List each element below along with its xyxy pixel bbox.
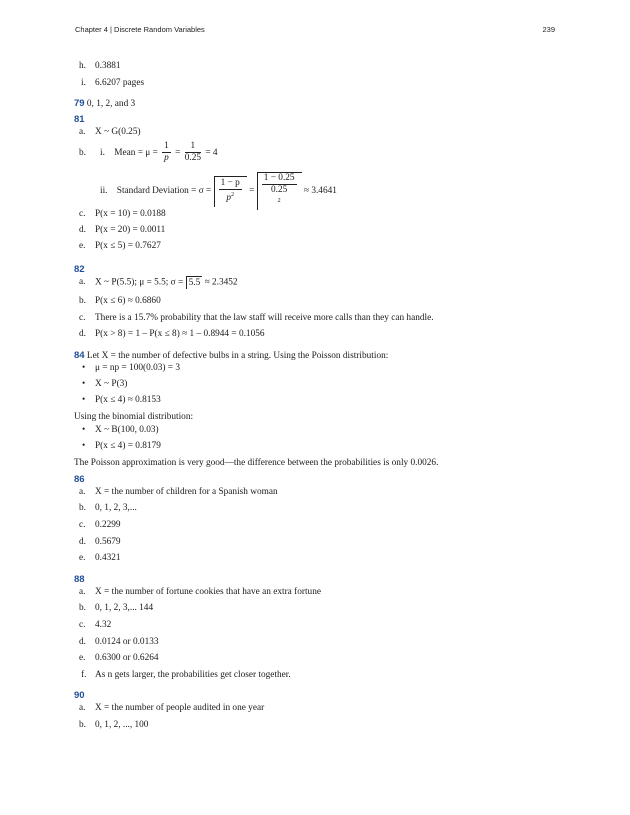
item-label: c. (79, 520, 86, 530)
answer-text: 0, 1, 2, 3,... (95, 503, 137, 513)
bullet-text: P(x ≤ 4) ≈ 0.8153 (95, 395, 161, 405)
item-label: b. (79, 148, 86, 158)
answer-text: P(x ≤ 6) ≈ 0.6860 (95, 296, 161, 306)
item-label: d. (79, 329, 86, 339)
answer-text: Let X = the number of defective bulbs in a string. Using the Poisson distribution: (86, 351, 389, 361)
item-label: b. (79, 503, 86, 513)
item-label: f. (81, 670, 87, 680)
answer-79 (74, 98, 135, 110)
item-label: a. (79, 487, 86, 497)
item-label: a. (79, 587, 86, 597)
item-label: a. (79, 277, 86, 287)
formula-prefix: Mean = μ = (114, 148, 158, 158)
bullet: • (82, 395, 86, 405)
answer-text: P(x = 20) = 0.0011 (95, 225, 166, 235)
problem-number: 90 (74, 690, 85, 701)
item-label: d. (79, 537, 86, 547)
answer-text: X = the number of people audited in one year (95, 703, 265, 713)
chapter-header: Chapter 4 | Discrete Random Variables (75, 25, 205, 34)
item-label: c. (79, 620, 86, 630)
mean-formula: i. Mean = μ = $\frac{1}{p}$ = $\frac{1}{0.25}$ = 4 (100, 141, 218, 164)
problem-number: 84 (74, 350, 85, 361)
item-label: d. (79, 225, 86, 235)
item-label: b. (79, 603, 86, 613)
bullet: • (82, 441, 86, 451)
answer-text: Using the binomial distribution: (74, 412, 194, 422)
formula-prefix: Standard Deviation = σ = (116, 186, 212, 197)
problem-number: 79 (74, 98, 85, 109)
item-label: h. (79, 61, 86, 71)
problem-number: 82 (74, 264, 85, 275)
answer-text: X = the number of children for a Spanish woman (95, 487, 278, 497)
radical: 1 − 0.25 0.25 $^2$ (257, 172, 302, 210)
answer-text: There is a 15.7% probability that the law staff will receive more calls than they can handle. (95, 313, 434, 323)
problem-number: 86 (74, 474, 85, 485)
answer-text: 4.32 (95, 620, 112, 630)
answer-text: The Poisson approximation is very good—the difference between the probabilities is only 0.0026. (74, 458, 439, 468)
item-label: i. (81, 78, 86, 88)
answer-text: P(x = 10) = 0.0188 (95, 209, 166, 219)
problem-number: 81 (74, 114, 85, 125)
item-label: d. (79, 637, 86, 647)
sub-label: ii. (100, 186, 108, 197)
answer-text: 0.6300 or 0.6264 (95, 653, 159, 663)
bullet-text: X ~ P(3) (95, 379, 128, 389)
radical: 5.5 (186, 276, 203, 289)
answer-text: 0, 1, 2, 3,... 144 (95, 603, 154, 613)
bullet-text: μ = np = 100(0.03) = 3 (95, 363, 181, 373)
answer-text: X ~ P(5.5); μ = 5.5; σ = 5.5 ≈ 2.3452 (95, 277, 238, 288)
bullet: • (82, 425, 86, 435)
item-label: e. (79, 241, 86, 251)
item-label: c. (79, 209, 86, 219)
answer-text: P(x > 8) = 1 – P(x ≤ 8) ≈ 1 – 0.8944 = 0.1056 (95, 329, 265, 339)
answer-text: X ~ G(0.25) (95, 127, 141, 137)
answer-text: 0, 1, 2, and 3 (86, 99, 136, 109)
answer-text: 6.6207 pages (95, 78, 145, 88)
fraction: $\frac{1}{0.25}$ (184, 141, 202, 164)
result: = 4 (205, 148, 218, 158)
answer-text: P(x ≤ 5) = 0.7627 (95, 241, 161, 251)
problem-number: 88 (74, 574, 85, 585)
bullet-text: P(x ≤ 4) = 0.8179 (95, 441, 161, 451)
bullet: • (82, 379, 86, 389)
answer-84-intro (74, 350, 388, 362)
answer-text: 0.5679 (95, 537, 121, 547)
item-label: b. (79, 296, 86, 306)
item-label: a. (79, 703, 86, 713)
answer-text: 0.2299 (95, 520, 121, 530)
answer-text: 0, 1, 2, ..., 100 (95, 720, 149, 730)
page-number: 239 (542, 25, 555, 34)
bullet-text: X ~ B(100, 0.03) (95, 425, 159, 435)
answer-text: As n gets larger, the probabilities get closer together. (95, 670, 291, 680)
sd-formula: ii. Standard Deviation = σ = $\frac{1 - p}{p^2}$ = 1 − 0.25 0.25 $^2$ ≈ 3.4641 (100, 172, 337, 210)
item-label: a. (79, 127, 86, 137)
fraction: $\frac{1}{p}$ (164, 141, 169, 164)
item-label: c. (79, 313, 86, 323)
radical: $\frac{1 - p}{p^2}$ (214, 176, 247, 207)
answer-text: X = the number of fortune cookies that have an extra fortune (95, 587, 321, 597)
result: ≈ 3.4641 (303, 186, 337, 197)
item-label: e. (79, 653, 86, 663)
bullet: • (82, 363, 86, 373)
answer-text: 0.4321 (95, 553, 121, 563)
sub-label: i. (100, 148, 105, 158)
answer-text: 0.0124 or 0.0133 (95, 637, 159, 647)
item-label: e. (79, 553, 86, 563)
item-label: b. (79, 720, 86, 730)
answer-text: 0.3881 (95, 61, 121, 71)
